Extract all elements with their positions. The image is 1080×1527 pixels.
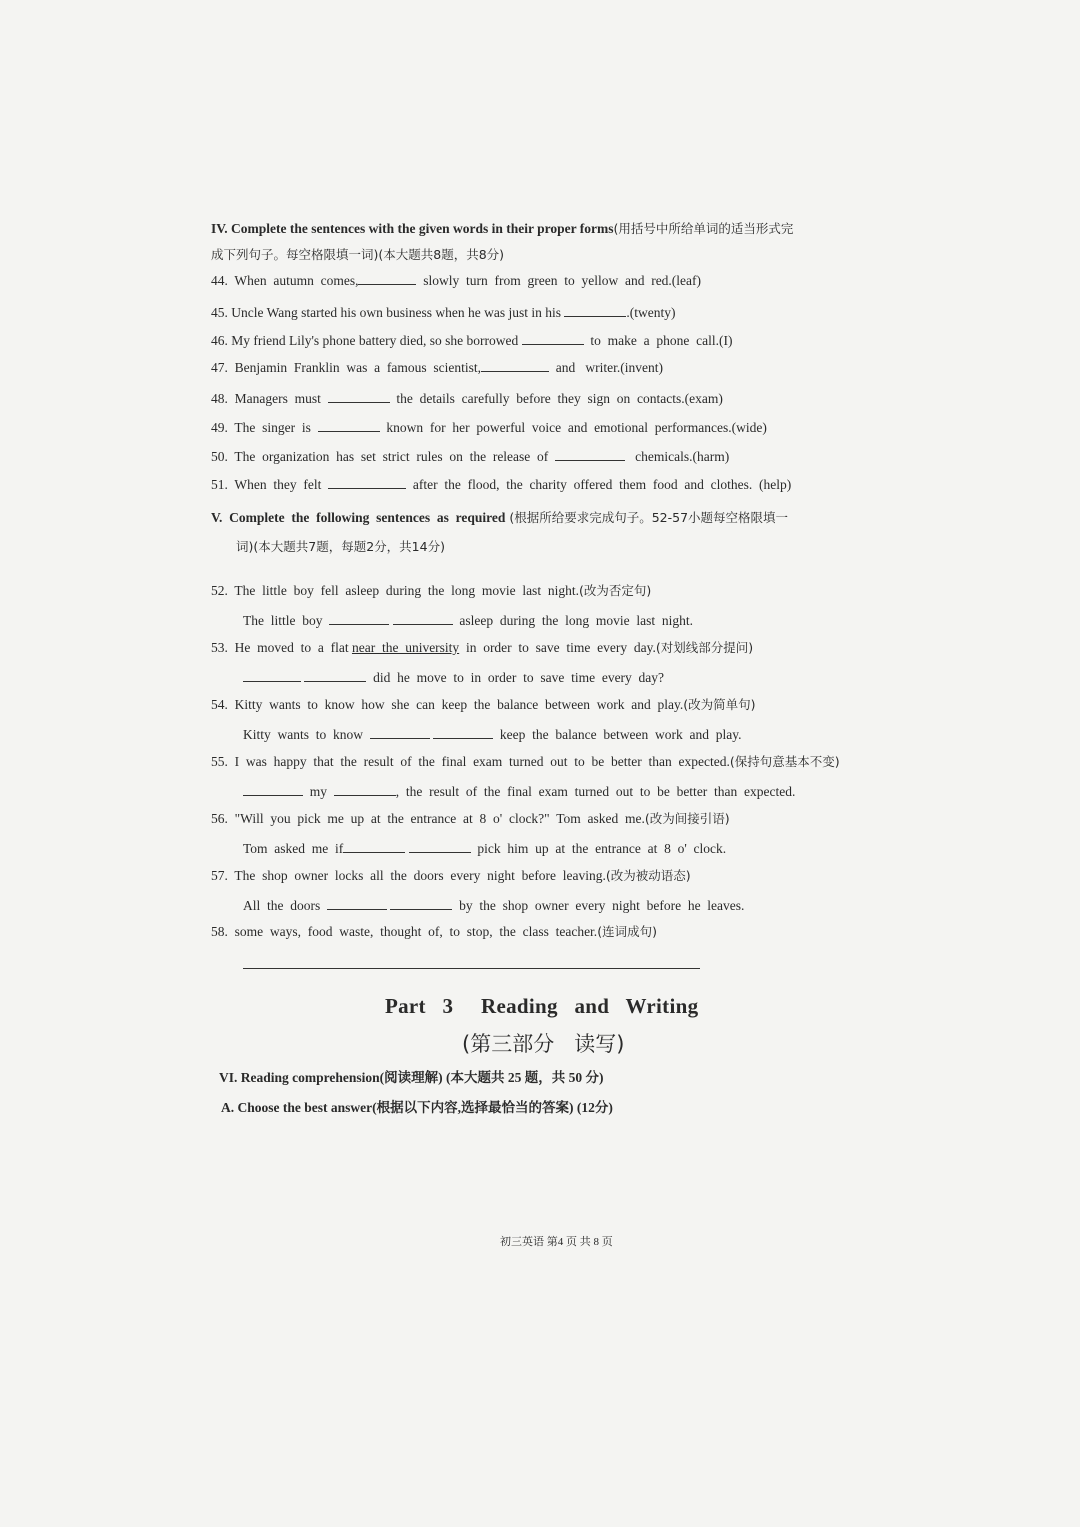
a52-text-a: The little boy — [243, 613, 330, 628]
q46-blank[interactable] — [522, 332, 584, 345]
q51-text-a: 51. When they felt — [211, 477, 329, 492]
a55-text-a: my — [303, 784, 334, 799]
a54-text-a: Kitty wants to know — [243, 727, 370, 742]
q47-text-a: 47. Benjamin Franklin was a famous scientist, — [211, 360, 481, 375]
a56-text-a: Tom asked me if — [243, 841, 344, 856]
a56-blank-1[interactable] — [343, 840, 405, 853]
q48-blank[interactable] — [328, 390, 390, 403]
q45-text-b: .(twenty) — [626, 305, 676, 320]
q49-blank[interactable] — [318, 419, 380, 432]
section-5-heading-cn: (根据所给要求完成句子。52-57小题每空格限填一 — [505, 510, 789, 525]
q58-instruction: (连词成句) — [597, 924, 657, 939]
section-5-heading-line2: 词)(本大题共7题，每题2分，共14分) — [236, 539, 445, 554]
a57-blank-2[interactable] — [390, 897, 452, 910]
answer-55 — [243, 783, 795, 801]
q57-instruction: (改为被动语态) — [605, 868, 691, 883]
q51-text-b: after the flood, the charity offered them food and clothes. (help) — [406, 477, 792, 492]
a53-blank-1[interactable] — [243, 669, 301, 682]
a55-blank-2[interactable] — [334, 783, 396, 796]
q49-text-a: 49. The singer is — [211, 420, 318, 435]
answer-57 — [243, 897, 744, 915]
q56-instruction: (改为间接引语) — [644, 811, 730, 826]
q44-text-a: 44. When autumn comes, — [211, 273, 359, 288]
question-48 — [211, 390, 723, 408]
q44-blank[interactable] — [358, 272, 416, 285]
question-52 — [211, 582, 651, 600]
question-47 — [211, 359, 663, 377]
question-51 — [211, 476, 791, 494]
q44-text-b: slowly turn from green to yellow and red.(leaf) — [416, 273, 702, 288]
a53-blank-2[interactable] — [304, 669, 366, 682]
answer-52 — [243, 612, 693, 630]
q48-text-a: 48. Managers must — [211, 391, 328, 406]
question-58 — [211, 923, 657, 941]
section-4-heading-en: IV. Complete the sentences with the given words in their proper forms — [211, 221, 614, 236]
page-footer: 初三英语 第4 页 共 8 页 — [500, 1236, 613, 1248]
q52-instruction: (改为否定句) — [578, 583, 652, 598]
a52-text-b: asleep during the long movie last night. — [452, 613, 693, 628]
q51-blank[interactable] — [328, 476, 406, 489]
a56-text-b: pick him up at the entrance at 8 o' clock. — [470, 841, 727, 856]
q50-text-b: chemicals.(harm) — [625, 449, 730, 464]
a52-blank-2[interactable] — [393, 612, 453, 625]
q53-text-b: in order to save time every day. — [459, 640, 656, 655]
section-4-heading — [211, 220, 793, 238]
section-a-heading: A. Choose the best answer(根据以下内容,选择最恰当的答案) (12分) — [221, 1100, 613, 1115]
q46-text-a: 46. My friend Lily's phone battery died, so she borrowed — [211, 333, 522, 348]
a56-blank-2[interactable] — [409, 840, 471, 853]
question-55 — [211, 753, 840, 771]
a55-text-b: , the result of the final exam turned out to be better than expected. — [395, 784, 796, 799]
part-3-title: Part 3 Reading and Writing — [385, 994, 699, 1018]
q48-text-b: the details carefully before they sign on contacts.(exam) — [389, 391, 723, 406]
q47-text-b: and writer.(invent) — [548, 360, 663, 375]
q52-text: 52. The little boy fell asleep during the long movie last night. — [211, 583, 579, 598]
question-46 — [211, 332, 732, 350]
a57-text-a: All the doors — [243, 898, 327, 913]
question-49 — [211, 419, 767, 437]
question-56 — [211, 810, 730, 828]
question-44 — [211, 272, 701, 290]
a52-blank-1[interactable] — [329, 612, 389, 625]
q47-blank[interactable] — [481, 359, 549, 372]
q56-text: 56. "Will you pick me up at the entrance at 8 o' clock?" Tom asked me. — [211, 811, 645, 826]
answer-53 — [243, 669, 664, 687]
section-4-heading-cn: (用括号中所给单词的适当形式完 — [613, 221, 794, 236]
q53-instruction: (对划线部分提问) — [655, 640, 754, 655]
a57-blank-1[interactable] — [327, 897, 387, 910]
q58-answer-line[interactable] — [243, 968, 700, 969]
q50-text-a: 50. The organization has set strict rules on the release of — [211, 449, 556, 464]
answer-54 — [243, 726, 742, 744]
section-6-heading: VI. Reading comprehension(阅读理解) (本大题共 25 题，共 50 分) — [219, 1070, 604, 1085]
question-54 — [211, 696, 756, 714]
question-57 — [211, 867, 691, 885]
a55-blank-1[interactable] — [243, 783, 303, 796]
q53-underlined: near the university — [351, 640, 460, 655]
q55-instruction: (保持句意基本不变) — [729, 754, 840, 769]
a54-text-b: keep the balance between work and play. — [493, 727, 742, 742]
a54-blank-1[interactable] — [370, 726, 430, 739]
a54-blank-2[interactable] — [433, 726, 493, 739]
q46-text-b: to make a phone call.(I) — [583, 333, 733, 348]
question-50 — [211, 448, 729, 466]
q53-text-a: 53. He moved to a flat — [211, 640, 352, 655]
q55-text: 55. I was happy that the result of the final exam turned out to be better than expected. — [211, 754, 730, 769]
q57-text: 57. The shop owner locks all the doors every night before leaving. — [211, 868, 606, 883]
q45-blank[interactable] — [564, 304, 626, 317]
q54-text: 54. Kitty wants to know how she can keep the balance between work and play. — [211, 697, 684, 712]
q45-text-a: 45. Uncle Wang started his own business when he was just in his — [211, 305, 565, 320]
section-5-heading-en: V. Complete the following sentences as required — [211, 510, 506, 525]
question-45 — [211, 304, 675, 322]
q54-instruction: (改为简单句) — [683, 697, 756, 712]
question-53 — [211, 639, 753, 657]
answer-56 — [243, 840, 726, 858]
section-5-heading — [211, 509, 788, 527]
a53-text-b: did he move to in order to save time every day? — [366, 670, 665, 685]
section-4-heading-line2: 成下列句子。每空格限填一词)(本大题共8题，共8分) — [211, 247, 505, 262]
q50-blank[interactable] — [555, 448, 625, 461]
a57-text-b: by the shop owner every night before he leaves. — [452, 898, 745, 913]
q58-text: 58. some ways, food waste, thought of, to stop, the class teacher. — [211, 924, 598, 939]
q49-text-b: known for her powerful voice and emotional performances.(wide) — [379, 420, 767, 435]
part-3-subtitle: (第三部分 读写) — [462, 1032, 625, 1056]
